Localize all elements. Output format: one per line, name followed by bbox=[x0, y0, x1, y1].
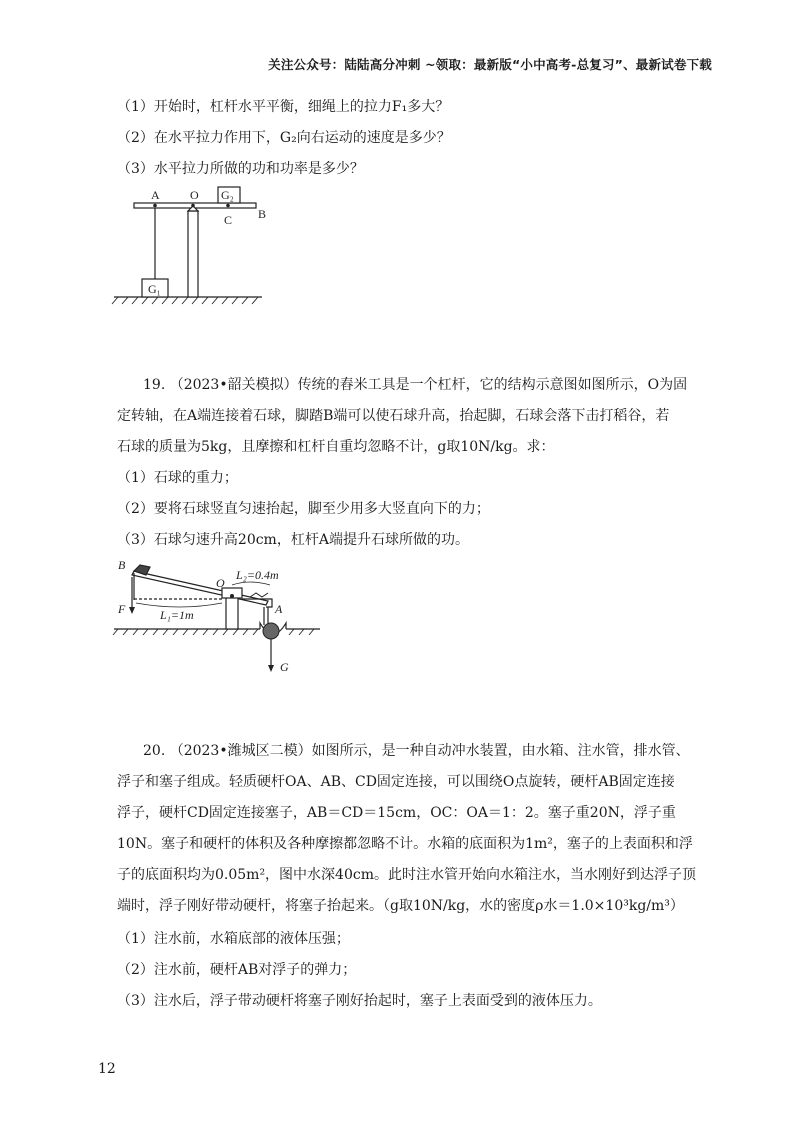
ground-hatch bbox=[112, 297, 258, 304]
q20-stem-line-6: 端时，浮子刚好带动硬杆，将塞子抬起来。（g取10N/kg，水的密度ρ水＝1.0×10³kg/m³） bbox=[117, 898, 684, 914]
label-f: F bbox=[118, 602, 126, 616]
label-l2: L₂=0.4m bbox=[236, 568, 279, 582]
q18-part-2: （2）在水平拉力作用下，G₂向右运动的速度是多少？ bbox=[117, 130, 451, 146]
q20-part-3: （3）注水后，浮子带动硬杆将塞子刚好抬起时，塞子上表面受到的液体压力。 bbox=[117, 993, 602, 1009]
q18-lever-figure bbox=[110, 183, 270, 308]
q20-stem-line-1: 20. （2023•潍城区二模）如图所示，是一种自动冲水装置，由水箱、注水管，排水管、 bbox=[143, 743, 690, 759]
q20-stem-line-5: 子的底面积均为0.05m²，图中水深40cm。此时注水管开始向水箱注水，当水刚好到达浮子顶 bbox=[117, 867, 696, 883]
label-b: B bbox=[258, 207, 267, 221]
q19-stem-line-3: 石球的质量为5kg，且摩擦和杠杆自重均忽略不计，g取10N/kg。求： bbox=[117, 439, 555, 455]
q19-part-1: （1）石球的重力； bbox=[117, 470, 238, 486]
q18-part-3: （3）水平拉力所做的功和功率是多少？ bbox=[117, 161, 364, 177]
q20-stem-line-2: 浮子和塞子组成。轻质硬杆OA、AB、CD固定连接，可以围绕O点旋转，硬杆AB固定连接 bbox=[117, 774, 675, 790]
label-o: O bbox=[190, 188, 199, 202]
label-c: C bbox=[224, 213, 233, 227]
label-g1: G₁ bbox=[148, 282, 161, 296]
label-a: A bbox=[275, 602, 283, 616]
q18-part-1: （1）开始时，杠杆水平平衡，细绳上的拉力F₁多大？ bbox=[117, 99, 450, 115]
q20-stem-line-4: 10N。塞子和硬杆的体积及各种摩擦都忽略不计。水箱的底面积为1m²，塞子的上表面积和浮 bbox=[117, 836, 693, 852]
q20-stem-line-3: 浮子，硬杆CD固定连接塞子，AB＝CD＝15cm，OC：OA＝1：2。塞子重20N，浮子重 bbox=[117, 805, 676, 821]
q19-stem-line-2: 定转轴，在A端连接着石球，脚踏B端可以使石球升高，抬起脚，石球会落下击打稻谷，若 bbox=[117, 408, 670, 424]
q20-part-1: （1）注水前，水箱底部的液体压强； bbox=[117, 931, 350, 947]
page-number: 12 bbox=[98, 1061, 116, 1077]
page-header: 关注公众号：陆陆高分冲刺 ~领取：最新版“小中高考-总复习”、最新试卷下载 bbox=[268, 57, 712, 72]
q19-part-3: （3）石球匀速升高20cm，杠杆A端提升石球所做的功。 bbox=[117, 532, 469, 548]
label-l1: L₁=1m bbox=[160, 608, 194, 622]
q19-stem-line-1: 19. （2023•韶关模拟）传统的舂米工具是一个杠杆，它的结构示意图如图所示，O为固 bbox=[143, 377, 688, 393]
label-b: B bbox=[118, 558, 126, 572]
label-a: A bbox=[151, 188, 160, 202]
label-o: O bbox=[216, 576, 225, 590]
q19-lever-figure bbox=[110, 553, 325, 680]
label-g2: G₂ bbox=[221, 188, 234, 202]
q19-part-2: （2）要将石球竖直匀速抬起，脚至少用多大竖直向下的力； bbox=[117, 501, 490, 517]
label-g: G bbox=[280, 660, 289, 674]
q20-part-2: （2）注水前，硬杆AB对浮子的弹力； bbox=[117, 962, 357, 978]
